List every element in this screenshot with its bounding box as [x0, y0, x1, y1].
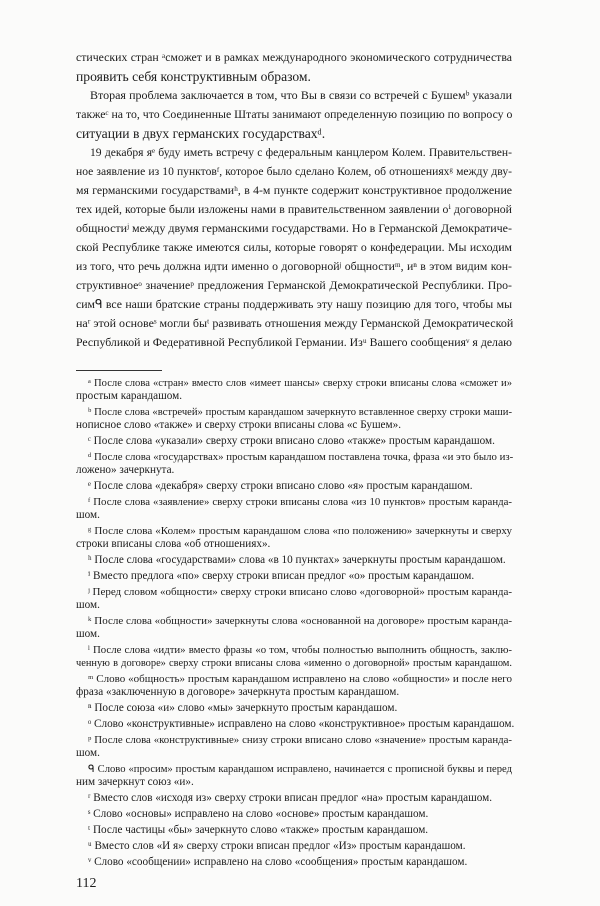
body-line: мя германскими государствамиʰ, в 4-м пункте содержит конструктивное продолжение [76, 183, 512, 197]
footnote-line: фраза «заключенную в договоре» зачеркнута простым карандашом. [76, 686, 400, 698]
footnote-line: ᑫ Слово «просим» простым карандашом исправлено, начинается с прописной буквы и перед [88, 764, 512, 775]
footnote-line: ʰ После слова «государствами» слова «в 10 пунктах» зачеркнуты простым карандашом. [88, 554, 506, 566]
footnote-line: ним зачеркнут союз «и». [76, 776, 194, 788]
footnote-line: ᵇ После слова «встречей» простым карандашом зачеркнуто вставленное сверху строки маши- [88, 407, 512, 418]
footnote-line: ᶠ После слова «заявление» сверху строки вписаны слова «из 10 пунктов» простым каранда- [88, 496, 512, 508]
body-line: ное заявление из 10 пунктовᶠ, которое было сделано Колем, об отношенияхᵍ между дву- [76, 165, 512, 178]
footnote-line: ᵗ После частицы «бы» зачеркнуто слово «также» простым карандашом. [88, 824, 429, 836]
footnote-line: ченную в договоре» сверху строки вписаны слова «именно о договорной» простым карандашом. [76, 658, 512, 669]
footnote-line: ᵃ После слова «стран» вместо слов «имеет шансы» сверху строки вписаны слова «сможет и» [88, 378, 512, 389]
page-number: 112 [76, 876, 97, 891]
footnote-line: шом. [76, 509, 100, 521]
footnote-line: ʲ Перед словом «общности» сверху строки вписано слово «договорной» простым каранда- [88, 586, 512, 598]
footnote-line: шом. [76, 599, 100, 611]
footnote-line: ᵈ После слова «государствах» простым карандашом поставлена точка, фраза «и это было из- [88, 451, 514, 463]
footnote-line: строки вписаны слова «об отношениях». [76, 538, 271, 550]
footnote-line: простым карандашом. [76, 390, 183, 402]
footnote-line: шом. [76, 628, 100, 640]
body-line: такжеᶜ на то, что Соединенные Штаты занимают определенную позицию по вопросу о [76, 107, 513, 121]
footnote-line: ложено» зачеркнута. [76, 464, 175, 476]
footnote-line: ᵒ Слово «конструктивные» исправлено на слово «конструктивное» простым карандашом. [88, 718, 515, 730]
footnote-line: ˢ Слово «основы» исправлено на слово «основе» простым карандашом. [88, 808, 429, 820]
body-line: стических стран ᵃсможет и в рамках международного экономического сотрудничества [76, 50, 512, 64]
body-line: общностиʲ между двумя германскими государствами. Но в Германской Демократиче- [76, 221, 512, 235]
footnote-line: ˡ После слова «идти» вместо фразы «о том, чтобы полностью выполнить общность, заклю- [88, 644, 512, 656]
footnote-line: ⁿ После союза «и» слово «мы» зачеркнуто простым карандашом. [88, 702, 398, 714]
footnote-line: ᵘ Вместо слов «И я» сверху строки вписан предлог «Из» простым карандашом. [88, 840, 466, 852]
footnote-line: ᵛ Слово «сообщении» исправлено на слово «сообщения» простым карандашом. [88, 856, 468, 868]
footnote-line: ᶜ После слова «указали» сверху строки вписано слово «также» простым карандашом. [88, 435, 495, 447]
body-line: Республикой и Федеративной Республикой Германии. Изᵘ Вашего сообщенияᵛ я делаю [76, 335, 512, 349]
body-line: Вторая проблема заключается в том, что Вы в связи со встречей с Бушемᵇ указали [90, 88, 512, 102]
body-line: ситуации в двух германских государствахᵈ. [76, 126, 326, 141]
body-line: структивноеᵒ значениеᵖ предложения Германской Демократической Республики. Про- [76, 278, 512, 292]
body-line: проявить себя конструктивным образом. [76, 69, 311, 84]
body-line: 19 декабря яᵉ буду иметь встречу с федеральным канцлером Колем. Правительствен- [90, 146, 512, 159]
footnote-line: ᵍ После слова «Колем» простым карандашом слова «по положению» зачеркнуты и сверху [88, 525, 512, 537]
footnote-line: ᵖ После слова «конструктивные» снизу строки вписано слово «значение» простым каранда- [88, 734, 512, 746]
footnote-line: ⁱ Вместо предлога «по» сверху строки вписан предлог «о» простым карандашом. [88, 570, 475, 582]
footnote-line: шом. [76, 747, 100, 759]
body-line: ской Республике также имеются силы, которые говорят о конфедерации. Мы исходим [76, 240, 512, 254]
footnote-line: ʳ Вместо слов «исходя из» сверху строки вписан предлог «на» простым карандашом. [88, 792, 493, 804]
footnote-line: ᵉ После слова «декабря» сверху строки вписано слово «я» простым карандашом. [88, 480, 473, 492]
footnote-line: нописное слово «также» и сверху строки вписаны слова «с Бушем». [76, 419, 401, 431]
footnote-line: ᵐ Слово «общность» простым карандашом исправлено на слово «общности» и после него [88, 673, 512, 685]
body-line: из того, что речь должна идти именно о договорнойʲ общностиᵐ, иⁿ в этом видим кон- [76, 259, 512, 273]
body-line: наʳ этой основеˢ могли быᵗ развивать отношения между Германской Демократической [76, 316, 514, 330]
body-line: симᑫ все наши братские страны поддерживать эту нашу позицию для того, чтобы мы [76, 297, 512, 311]
footnote-divider [76, 370, 162, 371]
body-line: тех идей, которые были изложены нами в правительственном заявлении оⁱ договорной [76, 202, 512, 216]
footnote-line: ᵏ После слова «общности» зачеркнуты слова «основанной на договоре» простым каранда- [88, 615, 512, 627]
